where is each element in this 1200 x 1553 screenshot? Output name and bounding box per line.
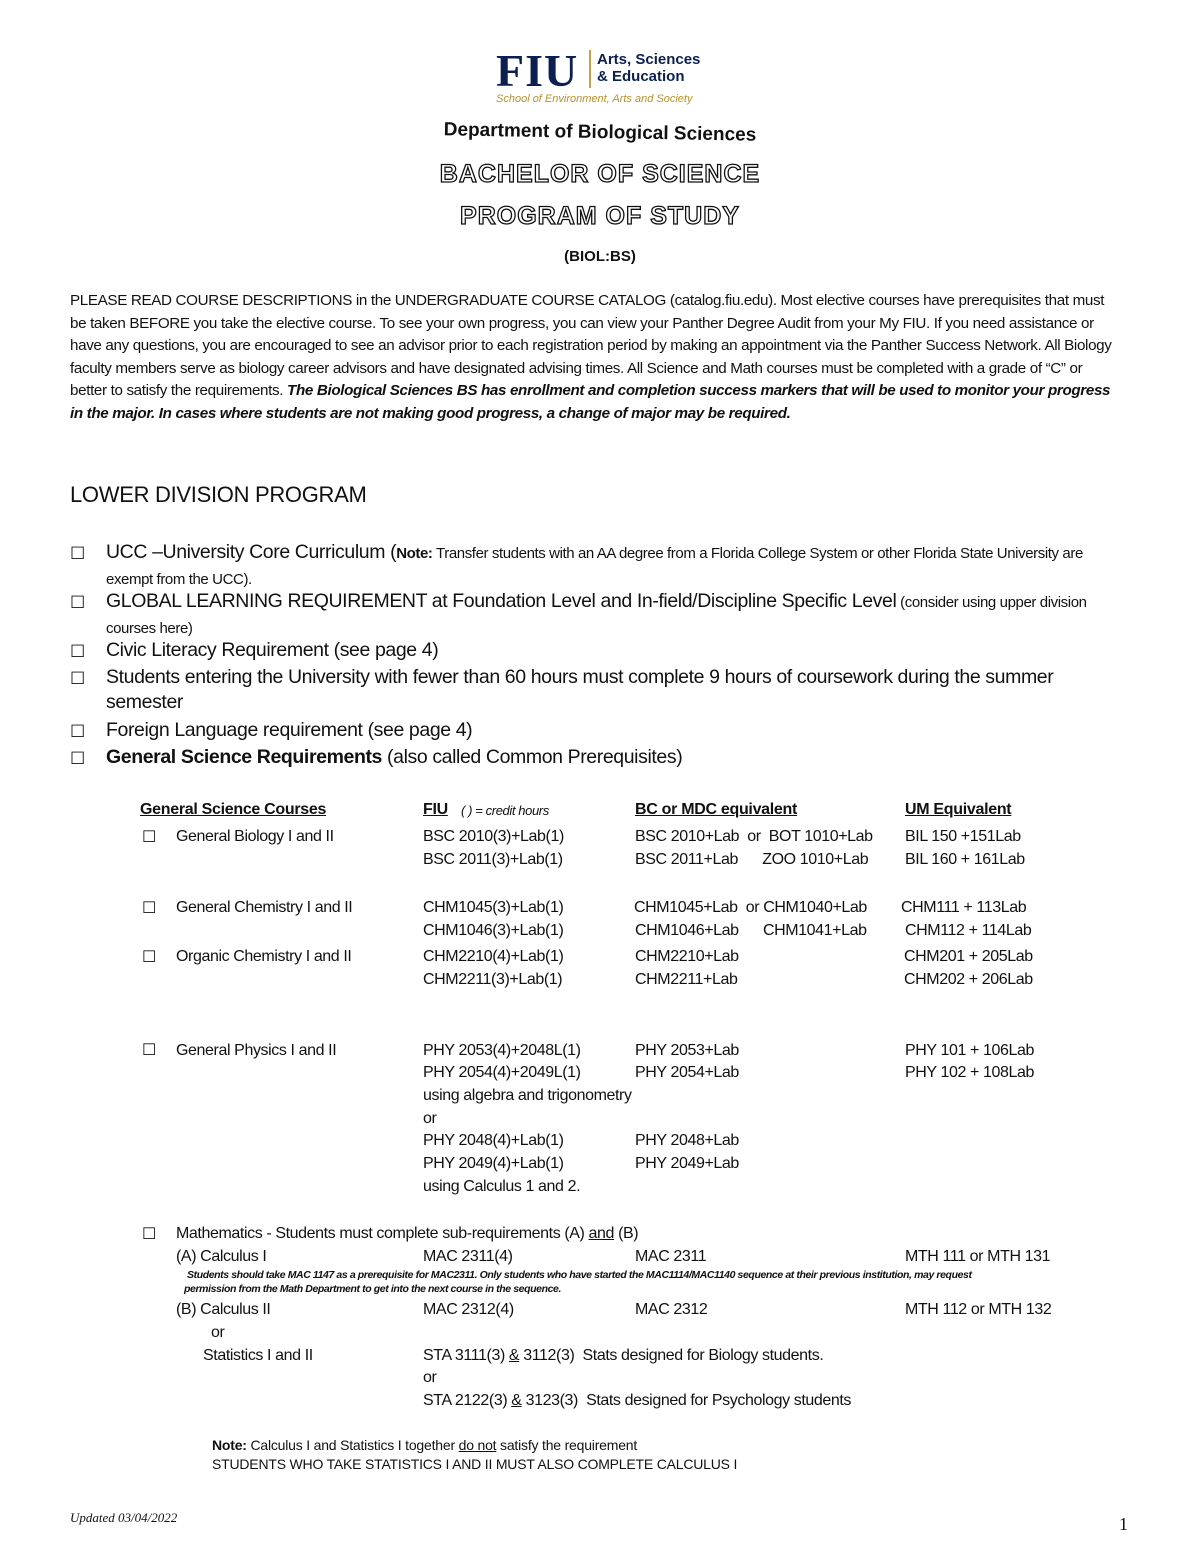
list-item: ☐ Students entering the University with fewer than 60 hours must complete 9 hours of coursework during the summer semester (70, 666, 1054, 713)
checkbox[interactable]: ☐ (142, 1042, 157, 1059)
checkbox[interactable]: ☐ (70, 669, 85, 688)
page-number: 1 (1119, 1514, 1128, 1534)
course-name: (B) Calculus II (176, 1301, 271, 1318)
logo-unit-name (597, 51, 700, 85)
checkbox[interactable]: ☐ (142, 1226, 157, 1243)
col-header-fiu-note: ( ) = credit hours (461, 803, 549, 818)
lower-division-heading: LOWER DIVISION PROGRAM (70, 482, 367, 507)
course-name: Organic Chemistry I and II (176, 948, 352, 965)
stats-option-1: STA 3111(3) & 3112(3) Stats designed for Biology students. (423, 1347, 824, 1364)
course-name: (A) Calculus I (176, 1248, 267, 1265)
checkbox[interactable]: ☐ (70, 722, 85, 741)
updated-date: Updated 03/04/2022 (70, 1510, 178, 1525)
checkbox[interactable]: ☐ (70, 544, 85, 563)
checkbox[interactable]: ☐ (142, 900, 157, 917)
col-header-course: General Science Courses (140, 801, 327, 818)
intro-paragraph (70, 290, 1120, 426)
col-header-um: UM Equivalent (905, 801, 1012, 818)
col-header-bc: BC or MDC equivalent (635, 801, 798, 818)
list-item: ☐ GLOBAL LEARNING REQUIREMENT at Foundation Level and In-field/Discipline Specific Level (consider using upper division courses here) (70, 590, 1087, 637)
stats-option-2: STA 2122(3) & 3123(3) Stats designed for Psychology students (423, 1392, 852, 1409)
col-header-fiu: FIU (423, 801, 448, 818)
course-name: General Biology I and II (176, 828, 334, 845)
list-item: ☐ Foreign Language requirement (see page 4) (70, 718, 1120, 743)
checkbox[interactable]: ☐ (70, 749, 85, 768)
checkbox[interactable]: ☐ (142, 829, 157, 846)
checkbox[interactable]: ☐ (142, 949, 157, 966)
checkbox[interactable]: ☐ (70, 593, 85, 612)
checkbox[interactable]: ☐ (70, 642, 85, 661)
list-item: ☐ Civic Literacy Requirement (see page 4) (70, 638, 1120, 663)
intro-text: PLEASE READ COURSE DESCRIPTIONS in the UNDERGRADUATE COURSE CATALOG (catalog.fiu.edu). Most elective courses have prerequisites that must be taken BEFORE you take the elective course. To see your own progress, you can view your Panther Degree Audit from your My FIU. If you need assistance or have any questions, you are encouraged to see an advisor prior to each registration period by making an appointment via the Panther Success Network. All Biology faculty members serve as biology career advisors and have designated advising times. All Science and Math courses must be completed with a grade of “C” or better to satisfy the requirements. (70, 292, 1112, 400)
intro-emphasis: The Biological Sciences BS has enrollment and completion success markers that will be used to monitor your progress in the major. In cases where students are not making good progress, a change of major may be required. (70, 382, 1111, 422)
course-name: General Chemistry I and II (176, 899, 353, 916)
course-name: Statistics I and II (203, 1347, 313, 1364)
program-title: PROGRAM OF STUDY (460, 202, 740, 230)
list-item: ☐ UCC –University Core Curriculum (Note: Transfer students with an AA degree from a Florida College System or other Florida State University are exempt from the UCC). (70, 541, 1083, 588)
fiu-logo: FIU (496, 45, 579, 96)
calc1-note-line1: Students should take MAC 1147 as a prerequisite for MAC2311. Only students who have started the MAC1114/MAC1140 sequence at their previous institution, may request (187, 1269, 972, 1281)
program-code: (BIOL:BS) (564, 248, 636, 265)
requirement-note: Note: Calculus I and Statistics I together do not satisfy the requirement (212, 1437, 638, 1453)
logo-unit-line1: Arts, Sciences (597, 51, 701, 68)
calc1-note-line2: permission from the Math Department to get into the next course in the sequence. (184, 1283, 561, 1295)
department-title: Department of Biological Sciences (443, 119, 757, 146)
requirement-note-caps: STUDENTS WHO TAKE STATISTICS I AND II MUST ALSO COMPLETE CALCULUS I (212, 1456, 738, 1472)
degree-title: BACHELOR OF SCIENCE (439, 160, 761, 188)
math-title: Mathematics - Students must complete sub-requirements (A) and (B) (176, 1225, 639, 1242)
logo-unit-line2: & Education (597, 68, 685, 85)
course-name: General Physics I and II (176, 1042, 337, 1059)
list-item: ☐ General Science Requirements (also called Common Prerequisites) (70, 745, 1120, 770)
logo-divider (589, 50, 591, 88)
logo-school: School of Environment, Arts and Society (496, 93, 693, 105)
